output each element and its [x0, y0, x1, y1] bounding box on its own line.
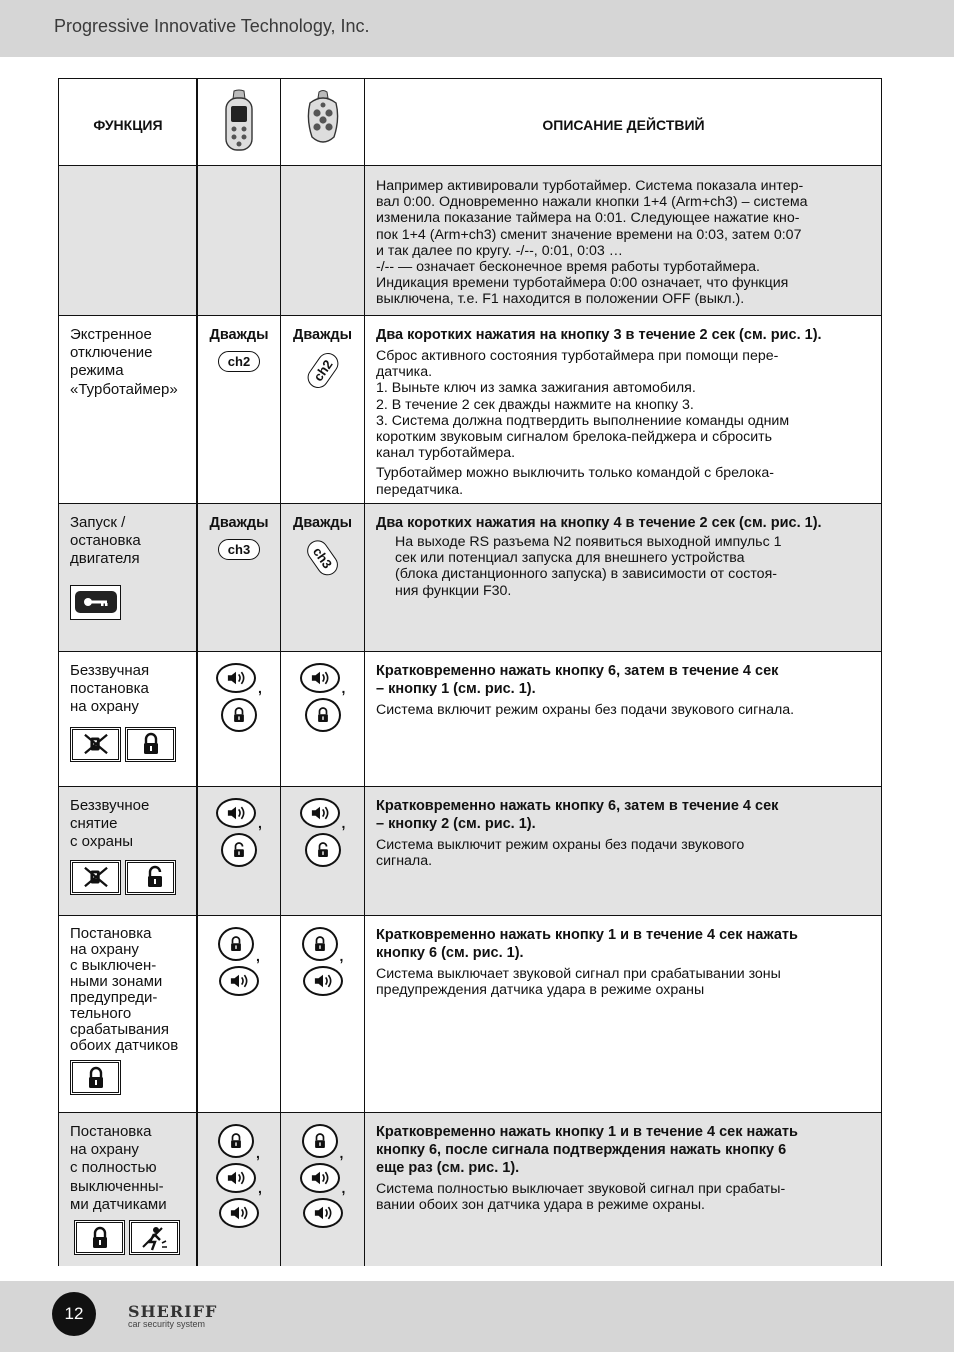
action-description: На выходе RS разъема N2 появиться выходной импульс 1 сек или потенциал запуска для внешнего устройства (блока дистанционного запуска) в зависимости от состоя- ния функции F30.: [395, 534, 782, 599]
table-row: [59, 316, 881, 504]
action-instruction: Кратковременно нажать кнопку 1 и в течение 4 сек нажать кнопку 6 (см. рис. 1).: [376, 927, 798, 961]
table-row: [59, 166, 881, 316]
table-row: Беззвучное снятие с охраны , , Кратковременно нажать кнопку 6, затем в течение 4 сек – кнопку 2 (см. рис. 1). Система выключит режим охраны без подачи звукового сигнала.: [59, 787, 881, 916]
speaker-button-icon: [303, 1198, 343, 1228]
siren-off-icon: [70, 860, 121, 895]
table-row: Постановка на охрану с выключен- ными зонами предупреди- тельного срабатывания обоих датчиков , , Кратковременно нажать кнопку 1 и в течение 4 сек нажать кнопку 6 (см. рис. 1). Система выключает звуковой сигнал при срабатывании зоны предупреждения датчика удара в режиме охраны: [59, 916, 881, 1113]
twice-label: Дважды: [293, 327, 352, 343]
lock-button-icon: [218, 1124, 254, 1158]
column-header-function: ФУНКЦИЯ: [59, 79, 198, 165]
company-name: Progressive Innovative Technology, Inc.: [54, 16, 370, 36]
page-header: [0, 0, 954, 57]
speaker-button-icon: [216, 663, 256, 693]
brand-tagline: car security system: [128, 1319, 206, 1329]
function-name: Беззвучное снятие с охраны: [70, 797, 150, 851]
remote-lcd-pager-icon: [198, 79, 281, 165]
action-description: Система выключает звуковой сигнал при срабатывании зоны предупреждения датчика удара в режиме охраны: [376, 966, 781, 999]
unlock-button-icon: [305, 833, 341, 867]
twice-label: Дважды: [209, 327, 269, 343]
siren-off-icon: [70, 727, 121, 762]
speaker-button-icon: [300, 798, 340, 828]
lock-button-icon: [221, 698, 257, 732]
function-name: Экстренное отключение режима «Турботаймер»: [70, 326, 178, 398]
action-instruction: Два коротких нажатия на кнопку 4 в течение 2 сек (см. рис. 1).: [376, 515, 822, 531]
speaker-button-icon: [303, 966, 343, 996]
ch2-button-icon: ch2: [218, 351, 260, 372]
lock-button-icon: [302, 927, 338, 961]
page-number: 12: [52, 1292, 96, 1336]
ch3-button-icon: ch3: [303, 536, 342, 579]
speaker-button-icon: [300, 663, 340, 693]
unlock-icon: [125, 860, 176, 895]
brand-logo: SHERIFF: [128, 1302, 218, 1321]
lock-button-icon: [302, 1124, 338, 1158]
speaker-button-icon: [216, 1163, 256, 1193]
speaker-button-icon: [216, 798, 256, 828]
action-description: Сброс активного состояния турботаймера при помощи пере- датчика. 1. Выньте ключ из замка зажигания автомобиля. 2. В течение 2 сек дважды нажмите на кнопку 3. 3. Система должна подтвердить выполнениие команды одним коротким звуковым сигналом брелока-пейджера и сбросить канал турботаймера.: [376, 348, 790, 462]
twice-label: Дважды: [293, 515, 352, 531]
remote-transmitter-icon: [281, 79, 365, 165]
ch3-button-icon: ch3: [218, 539, 260, 560]
action-description: Система полностью выключает звуковой сигнал при срабаты- вании обоих зон датчика удара в режиме охраны.: [376, 1181, 786, 1214]
table-row: [59, 504, 881, 652]
table-header-row: [59, 79, 881, 166]
lock-icon: [70, 1060, 121, 1095]
speaker-button-icon: [300, 1163, 340, 1193]
table-row: Постановка на охрану с полностью выключенны- ми датчиками , , , , Кратковременно нажать кнопку 1 и в течение 4 сек нажать кнопку 6, после сигнала подтверждения нажать кнопку 6 еще раз (см. рис. 1). Система полностью выключает звуковой сигнал при срабаты- вании обоих зон датчика удара в режиме охраны.: [59, 1113, 881, 1266]
function-name: Постановка на охрану с выключен- ными зонами предупреди- тельного срабатывания обоих датчиков: [70, 925, 179, 1054]
speaker-button-icon: [219, 966, 259, 996]
action-instruction: Кратковременно нажать кнопку 1 и в течение 4 сек нажать кнопку 6, после сигнала подтверждения нажать кнопку 6 еще раз (см. рис. 1).: [376, 1124, 798, 1176]
action-instruction: Кратковременно нажать кнопку 6, затем в течение 4 сек – кнопку 2 (см. рис. 1).: [376, 798, 779, 832]
action-description: Система включит режим охраны без подачи звукового сигнала.: [376, 702, 795, 718]
function-name: Постановка на охрану с полностью выключенны- ми датчиками: [70, 1123, 167, 1213]
action-instruction: Два коротких нажатия на кнопку 3 в течение 2 сек (см. рис. 1).: [376, 327, 822, 343]
function-name: Запуск / остановка двигателя: [70, 514, 141, 568]
action-description: Система выключит режим охраны без подачи звукового сигнала.: [376, 837, 745, 870]
lock-button-icon: [218, 927, 254, 961]
unlock-button-icon: [221, 833, 257, 867]
ch2-button-icon: ch2: [303, 348, 342, 391]
turbotimer-continued-text: Например активировали турботаймер. Система показала интер- вал 0:00. Одновременно нажали кнопки 1+4 (Arm+ch3) – система изменила показание таймера на 0:01. Следующее нажатие кно- пок 1+4 (Arm+ch3) сменит значение времени на 0:03, затем 0:07 и так далее по кругу. -/--, 0:01, 0:03 … -/-- — означает бесконечное время работы турботаймера. Индикация времени турботаймера 0:00 означает, что функция выключена, т.е. F1 находится в положении OFF (выкл.).: [376, 178, 808, 308]
table-row: Беззвучная постановка на охрану , , Кратковременно нажать кнопку 6, затем в течение 4 сек – кнопку 1 (см. рис. 1). Система включит режим охраны без подачи звукового сигнала.: [59, 652, 881, 787]
lock-button-icon: [305, 698, 341, 732]
action-instruction: Кратковременно нажать кнопку 6, затем в течение 4 сек – кнопку 1 (см. рис. 1).: [376, 663, 779, 697]
function-name: Беззвучная постановка на охрану: [70, 662, 150, 716]
action-note: Турботаймер можно выключить только командой с брелока- передатчика.: [376, 465, 775, 498]
lock-icon: [74, 1220, 125, 1255]
twice-label: Дважды: [209, 515, 269, 531]
lock-icon: [125, 727, 176, 762]
function-table: [58, 78, 882, 1266]
speaker-button-icon: [219, 1198, 259, 1228]
column-header-description: ОПИСАНИЕ ДЕЙСТВИЙ: [542, 116, 705, 133]
shock-sensor-off-icon: [129, 1220, 180, 1255]
key-icon: [70, 585, 121, 620]
